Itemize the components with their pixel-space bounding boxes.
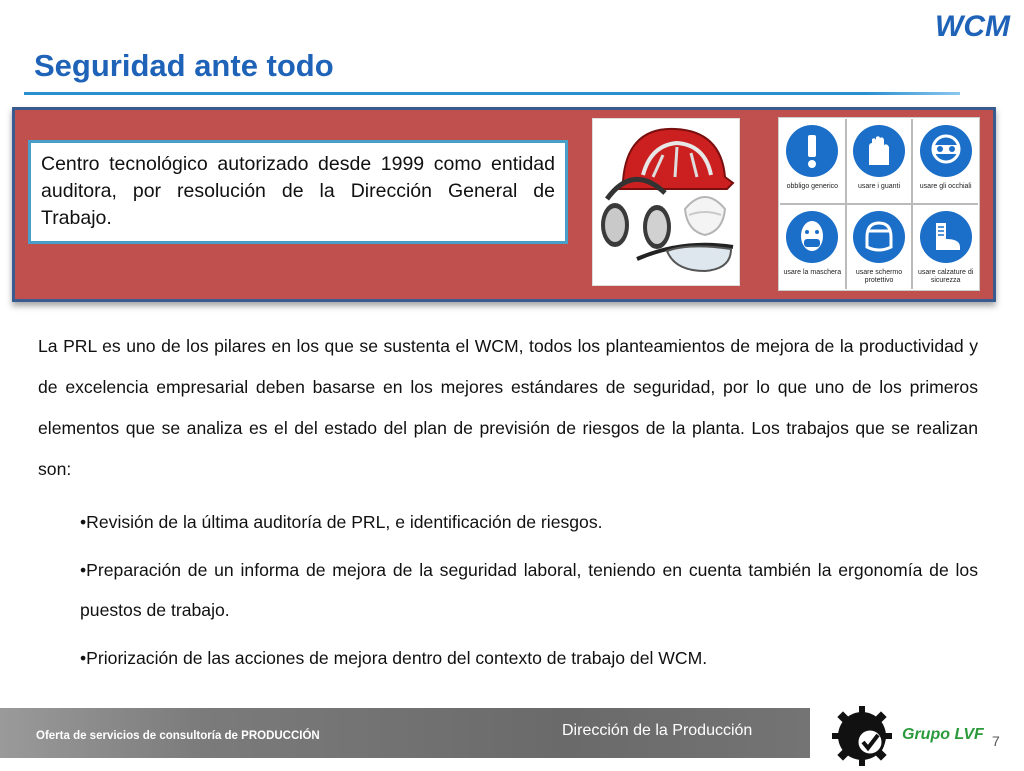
- footer-department-text: Dirección de la Producción: [562, 722, 753, 739]
- bullet-item: •Preparación de un informa de mejora de la seguridad laboral, teniendo en cuenta también la ergonomía de los puestos de trabajo.: [80, 560, 978, 620]
- safety-boot-icon: [920, 211, 972, 263]
- title-divider: [24, 92, 960, 95]
- sign-caption: usare la maschera: [783, 269, 842, 276]
- brand-wcm: WCM: [935, 10, 1010, 43]
- page-title: Seguridad ante todo: [34, 48, 334, 83]
- sign-caption: usare gli occhiali: [919, 183, 972, 190]
- sign-tile: [780, 205, 845, 289]
- footer-offer-text: Oferta de servicios de consultoría de PRODUCCIÓN: [36, 730, 320, 742]
- sign-tile: [847, 205, 912, 289]
- bullet-item: •Priorización de las acciones de mejora dentro del contexto de trabajo del WCM.: [80, 648, 708, 668]
- bullet-item: •Revisión de la última auditoría de PRL, e identificación de riesgos.: [80, 512, 603, 532]
- ppe-equipment-image: [592, 118, 740, 286]
- face-shield-icon: [853, 211, 905, 263]
- page-number: 7: [992, 733, 1000, 749]
- company-logo-icon: [832, 706, 892, 766]
- bullet-list: [80, 502, 978, 686]
- sign-tile: [847, 119, 912, 203]
- sign-tile: [913, 205, 978, 289]
- sign-tile: [780, 119, 845, 203]
- goggles-icon: [920, 125, 972, 177]
- gloves-icon: [853, 125, 905, 177]
- exclamation-icon: [786, 125, 838, 177]
- safety-signs-panel: [778, 117, 980, 291]
- sign-caption: usare i guanti: [857, 183, 900, 190]
- mask-icon: [786, 211, 838, 263]
- sign-caption: usare calzature di sicurezza: [918, 269, 974, 284]
- sign-caption: obbligo generico: [786, 183, 839, 190]
- company-name: Grupo LVF: [902, 726, 984, 743]
- intro-paragraph: La PRL es uno de los pilares en los que se sustenta el WCM, todos los planteamientos de mejora de la productividad y de excelencia empresarial deben basarse en los mejores estándares de seguridad, por lo que uno de los primeros elementos que se analiza es el del estado del plan de previsión de riesgos de la planta. Los trabajos que se realizan son:: [38, 336, 978, 479]
- sign-tile: [913, 119, 978, 203]
- callout-box: Centro tecnológico autorizado desde 1999 como entidad auditora, por resolución de la Dirección General de Trabajo.: [28, 140, 568, 244]
- sign-caption: usare schermo protettivo: [855, 269, 903, 284]
